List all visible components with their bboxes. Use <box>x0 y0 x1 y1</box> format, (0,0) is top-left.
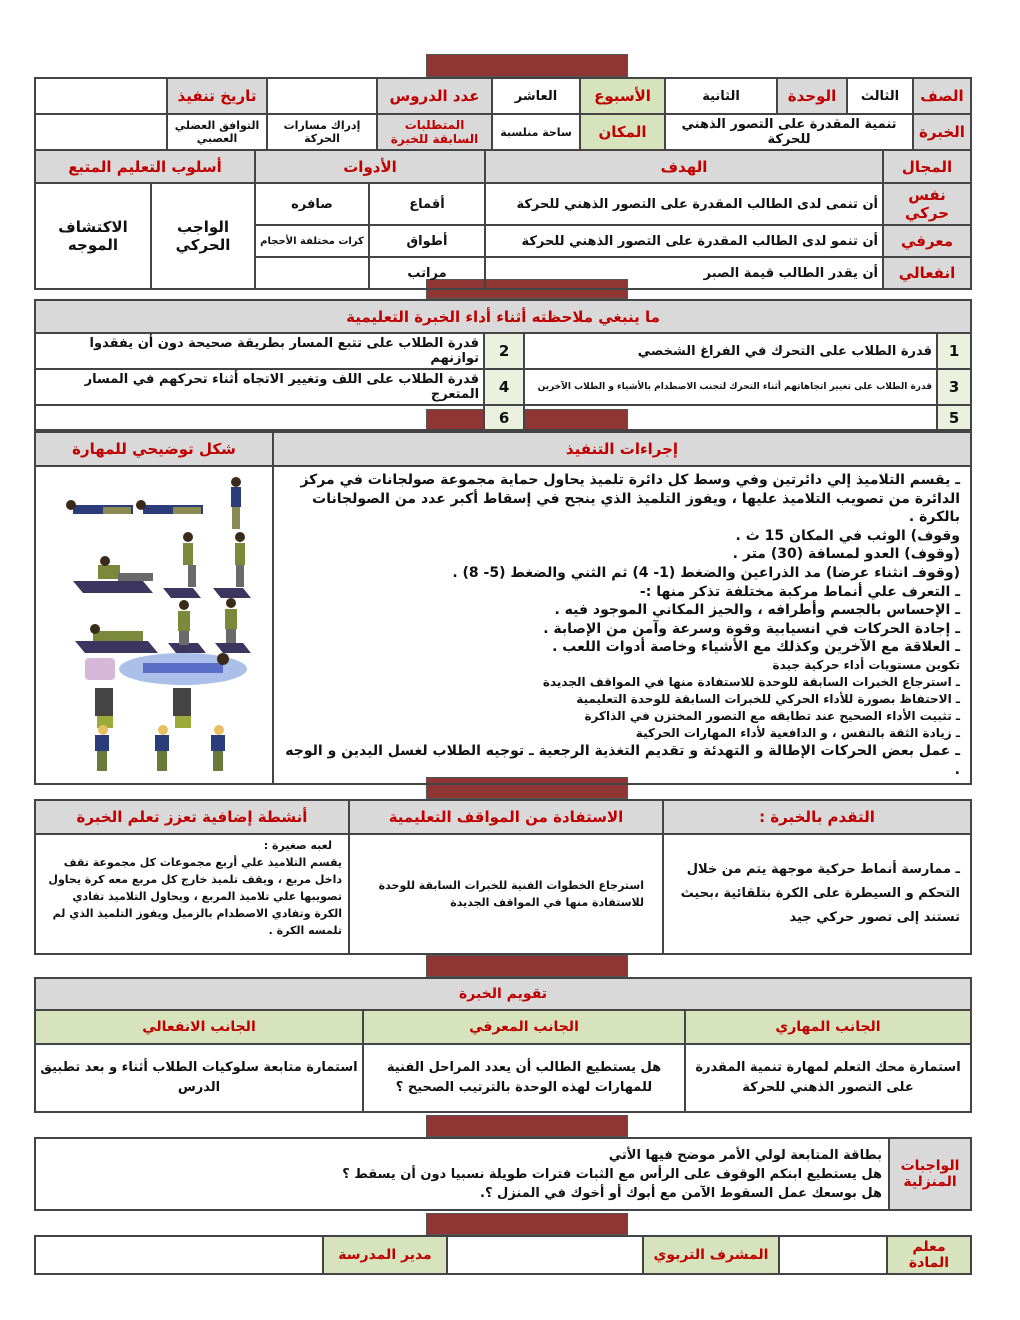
supervisor-signature[interactable] <box>447 1236 643 1274</box>
place-label: المكان <box>580 114 665 150</box>
learning-situations-title: الاستفادة من المواقف التعليمية <box>349 800 663 834</box>
observation-number: 6 <box>484 405 524 430</box>
lessons-value[interactable] <box>267 78 377 114</box>
homework-line: هل يستطيع ابنكم الوقوف على الرأس مع الثبات فترات طويلة نسبيا دون أن يسقط ؟ <box>342 1166 882 1182</box>
procedure-line: ـ زيادة الثقة بالنفس ، و الدافعية لأداء المهارات الحركية <box>635 725 960 740</box>
tool-item: كرات مختلفة الأحجام <box>255 225 369 257</box>
homework-label: الواجبات المنزلية <box>889 1138 971 1210</box>
observation-text <box>35 405 484 430</box>
prereq-item: إدراك مسارات الحركة <box>267 114 377 150</box>
small-game-text: يقسم التلاميذ علي أربع مجموعات كل مجموعة تقف داخل مربع ، ويقف تلميذ خارج كل مربع معه كرة يحاول تصويبها علي تلاميذ المربع ، ويحاول التلاميذ تفادي الكرة وتفادي الاصطدام بالزميل ويفوز التلميذ الذي لم تلمسه الكرة . <box>48 856 342 937</box>
procedure-line: ـ تثبيت الأداء الصحيح عند تطابقه مع التصور المختزن في الذاكرة <box>584 708 960 723</box>
method-guided-discovery: الاكتشاف الموجه <box>35 183 151 289</box>
tool-item: أطواق <box>369 225 485 257</box>
procedure-line: ـ التعرف علي أنماط مركبة مختلفة تذكر منها :- <box>639 583 960 600</box>
supervisor-label: المشرف التربوي <box>643 1236 779 1274</box>
objectives-table <box>34 149 972 290</box>
unit-label: الوحدة <box>777 78 847 114</box>
subject-teacher-signature[interactable] <box>779 1236 887 1274</box>
small-game-heading: لعبه صغيرة : <box>263 839 332 852</box>
prereq-item <box>35 114 167 150</box>
observation-text: قدرة الطلاب على تغيير اتجاهاتهم أثناء التحرك لتجنب الاصطدام بالأشياء و الطلاب الآخرين <box>524 369 937 405</box>
observation-number: 1 <box>937 333 971 369</box>
prereq-label: المتطلبات السابقة للخبرة <box>377 114 492 150</box>
procedure-line: ـ عمل بعض الحركات الإطالة و التهدئة و تقديم التغذية الرجعية ـ توجيه الطلاب لغسل اليدين و الوجه . <box>285 742 960 778</box>
procedure-line: ـ يقسم التلاميذ إلي دائرتين وفي وسط كل دائرة تلميذ يحاول حماية مجموعة صولجانات في مركز الدائرة من تصويب التلاميذ عليها ، ويفوز التلميذ الذي ينجح في إسقاط أكبر عدد من الصولجانات بالكرة . <box>300 472 960 526</box>
week-label: الأسبوع <box>580 78 665 114</box>
homework-table <box>34 1137 972 1211</box>
procedure-line: (وقوف) العدو لمسافة (30) متر . <box>732 546 960 563</box>
observation-number: 3 <box>937 369 971 405</box>
subject-teacher-label: معلم المادة <box>887 1236 971 1274</box>
grade-value: الثالث <box>847 78 913 114</box>
extra-activities-title: أنشطة إضافية تعزز تعلم الخبرة <box>35 800 349 834</box>
observation-number: 4 <box>484 369 524 405</box>
experience-value: تنمية المقدرة على التصور الذهني للحركة <box>665 114 913 150</box>
procedure-line: ـ استرجاع الخبرات السابقة للوحدة للاستفادة منها في المواقف الجديدة <box>542 674 960 689</box>
learning-situations-text: استرجاع الخطوات الفنية للخبرات السابقة للوحدة للاستفادة منها في المواقف الجديدة <box>349 834 663 954</box>
affective-aspect-label: الجانب الانفعالي <box>35 1010 363 1044</box>
principal-signature[interactable] <box>35 1236 323 1274</box>
affective-aspect-text: استمارة متابعة سلوكيات الطلاب أثناء و بعد تطبيق الدرس <box>35 1044 363 1112</box>
observation-text: قدرة الطلاب على اللف وتغيير الاتجاه أثناء تحركهم في المسار المتعرج <box>35 369 484 405</box>
observation-number: 2 <box>484 333 524 369</box>
extra-activities-content <box>35 834 349 954</box>
section-connector <box>426 955 628 977</box>
domain-psychomotor: نفس حركي <box>883 183 971 225</box>
procedures-table <box>34 431 972 785</box>
procedure-line: تكوين مستويات أداء حركية جيدة <box>772 657 960 672</box>
homework-content <box>35 1138 889 1210</box>
domain-affective: انفعالي <box>883 257 971 289</box>
domain-header: المجال <box>883 150 971 183</box>
observation-text: قدرة الطلاب على تتبع المسار بطريقة صحيحة دون أن يفقدوا توازنهم <box>35 333 484 369</box>
tools-header: الأدوات <box>255 150 485 183</box>
evaluation-table <box>34 977 972 1113</box>
method-motor-task: الواجب الحركي <box>151 183 255 289</box>
skill-aspect-label: الجانب المهاري <box>685 1010 971 1044</box>
observation-text <box>524 405 937 430</box>
tool-item: صافره <box>255 183 369 225</box>
homework-line: بطاقة المتابعة لولي الأمر موضح فيها الأتي <box>608 1147 882 1163</box>
figure-title: شكل توضيحي للمهارة <box>35 432 273 466</box>
procedure-line: (وقوفـ انثناء عرضا) مد الذراعين والضغط (1- 4) ثم الثني والضغط (5- 8) . <box>452 564 960 581</box>
tool-item: مراتب <box>369 257 485 289</box>
prereq-item: التوافق العضلي العصبي <box>167 114 267 150</box>
lesson-header-table <box>34 77 972 151</box>
section-connector <box>426 1115 628 1137</box>
procedure-line: ـ العلاقة مع الآخرين وكذلك مع الأشياء وخاصة أدوات اللعب . <box>552 639 960 656</box>
goal-text: أن تنمو لدى الطالب المقدرة على التصور الذهني للحركة <box>485 225 883 257</box>
lessons-label: عدد الدروس <box>377 78 492 114</box>
week-value: العاشر <box>492 78 580 114</box>
procedures-content <box>273 466 971 784</box>
cognitive-aspect-label: الجانب المعرفي <box>363 1010 685 1044</box>
skill-illustration <box>35 466 273 784</box>
progress-title: التقدم بالخبرة : <box>663 800 971 834</box>
goal-text: أن يقدر الطالب قيمة الصبر <box>485 257 883 289</box>
principal-label: مدير المدرسة <box>323 1236 447 1274</box>
cognitive-aspect-text: هل يستطيع الطالب أن يعدد المراحل الفنية للمهارات لهذه الوحدة بالترتيب الصحيح ؟ <box>363 1044 685 1112</box>
progress-text: ـ ممارسة أنماط حركية موجهة يتم من خلال التحكم و السيطرة على الكرة بتلقائية ،بحيث تستند إلى تصور حركي جيد <box>663 834 971 954</box>
date-label: تاريخ تنفيذ <box>167 78 267 114</box>
procedures-title: إجراءات التنفيذ <box>273 432 971 466</box>
procedure-line: ـ إجادة الحركات في انسيابية وقوة وسرعة وآمن من الإصابة . <box>543 620 960 637</box>
observation-text: قدرة الطلاب على التحرك في الفراغ الشخصي <box>524 333 937 369</box>
date-value[interactable] <box>35 78 167 114</box>
progress-table <box>34 799 972 955</box>
goal-header: الهدف <box>485 150 883 183</box>
evaluation-title: تقويم الخبرة <box>35 978 971 1010</box>
skill-aspect-text: استمارة محك التعلم لمهارة تنمية المقدرة على التصور الذهني للحركة <box>685 1044 971 1112</box>
procedure-line: وقوف) الوثب في المكان 15 ث . <box>735 527 960 544</box>
grade-label: الصف <box>913 78 971 114</box>
unit-value: الثانية <box>665 78 777 114</box>
observations-table <box>34 299 972 431</box>
domain-cognitive: معرفي <box>883 225 971 257</box>
method-header: أسلوب التعليم المتبع <box>35 150 255 183</box>
tool-item: أقماع <box>369 183 485 225</box>
homework-line: هل بوسعك عمل السقوط الآمن مع أبوك أو أخوك في المنزل ؟. <box>480 1185 882 1201</box>
tool-item <box>255 257 369 289</box>
procedure-line: ـ الاحتفاظ بصورة للأداء الحركي للخبرات السابقة للوحدة التعليمية <box>576 691 960 706</box>
experience-label: الخبرة <box>913 114 971 150</box>
place-value: ساحة منلسبة <box>492 114 580 150</box>
signatures-table <box>34 1235 972 1275</box>
goal-text: أن تنمى لدى الطالب المقدرة على التصور الذهني للحركة <box>485 183 883 225</box>
exercise-illustration-icon <box>43 473 265 773</box>
observations-title: ما ينبغي ملاحظته أثناء أداء الخبرة التعليمية <box>35 300 971 333</box>
section-connector <box>426 1213 628 1235</box>
procedure-line: ـ الإحساس بالجسم وأطرافه ، والحيز المكاني الموجود فيه . <box>554 602 960 619</box>
section-connector <box>426 54 628 77</box>
observation-number: 5 <box>937 405 971 430</box>
